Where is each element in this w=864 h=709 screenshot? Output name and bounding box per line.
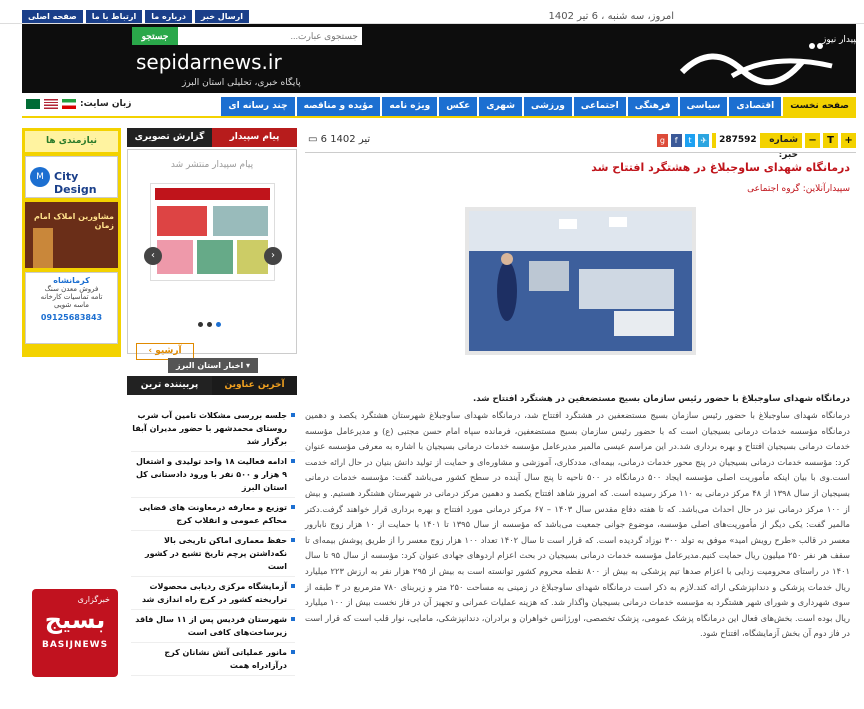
search-box	[132, 27, 362, 45]
font-increase-button[interactable]: +	[841, 133, 856, 148]
toplink-send-news[interactable]: ارسال خبر	[195, 10, 249, 23]
publish-date	[308, 134, 370, 145]
article-title: درمانگاه شهدای ساوجبلاغ در هشتگرد افتتاح شد	[591, 161, 850, 174]
toplink-home[interactable]: صفحه اصلی	[22, 10, 83, 23]
magazine-tabs	[127, 128, 297, 147]
top-links	[22, 10, 249, 23]
list-item[interactable]: شهرستان فردیس پس از ۱۱ سال فاقد زیرساخت‌های کافی است	[131, 610, 295, 643]
article-photo	[465, 207, 696, 355]
basij-top-text: خبرگزاری	[77, 595, 110, 604]
basij-news-logo[interactable]	[32, 589, 118, 677]
site-header	[22, 24, 864, 93]
flag-usa-icon[interactable]	[44, 99, 58, 109]
toplink-about[interactable]: درباره ما	[145, 10, 192, 23]
chevron-left-icon: ‹	[148, 346, 153, 356]
site-logo[interactable]	[672, 32, 864, 84]
list-item[interactable]: ادامه فعالیت ۱۸ واحد تولیدی و اشتغال ۹ هزار و ۵۰۰ نفر با ورود دادستانی کل استان البرز	[131, 452, 295, 498]
news-tabs	[127, 376, 297, 395]
magazine-cover[interactable]	[150, 183, 275, 281]
calendar-icon: ▭	[308, 134, 318, 145]
nav-economy[interactable]: اقتصادی	[729, 97, 781, 116]
nav-photo[interactable]: عکس	[439, 97, 477, 116]
ad-mining-title: کرمانشاه	[53, 276, 90, 285]
basij-mid-text: بسیج	[44, 606, 106, 634]
bottom-edge	[0, 700, 864, 709]
nav-social[interactable]: اجتماعی	[574, 97, 626, 116]
province-news-tab[interactable]	[168, 358, 258, 373]
toplink-contact[interactable]: ارتباط با ما	[86, 10, 142, 23]
ad-city-design[interactable]	[25, 156, 118, 198]
ad-mining-phone: 09125683843	[40, 313, 103, 322]
ad-mining[interactable]	[25, 272, 118, 344]
main-nav	[22, 95, 856, 118]
flag-iran-icon[interactable]	[62, 99, 76, 109]
slider-dot[interactable]	[207, 322, 212, 327]
language-switch	[26, 99, 132, 109]
ad-mining-line: تامه تماسیات کارخانه	[40, 293, 103, 301]
magazine-title: پیام سپیدار منتشر شد	[170, 160, 254, 170]
today-date: امروز، سه شنبه ، 6 تیر 1402	[548, 11, 674, 22]
tab-most-viewed[interactable]: پربیننده ترین	[127, 376, 212, 395]
ad-mining-line: ماسه شویی	[54, 301, 89, 309]
search-input[interactable]	[178, 27, 362, 45]
article-header	[305, 152, 856, 194]
nav-politics[interactable]: سیاسی	[680, 97, 728, 116]
twitter-icon[interactable]: t	[685, 134, 696, 147]
classifieds-title	[25, 131, 118, 152]
news-id-badge	[712, 133, 802, 160]
article-body: درمانگاه شهدای ساوجبلاغ با حضور رئیس سازمان بسیج مستضعفین در هشتگرد افتتاح شد، درمانگاه شهدای ساوجبلاغ شهرستان هشتگرد یکصد و دهمین درمانگاه مؤسسه خدمات درمانی بسیجیان است که با حضور رئیس سازمان بسیج مستضعفین، فرمانده سپاه امام حسن مجتبی (ع) و مدیرعامل مؤسسه خدمات درمانی بسیجیان افتتاح و بهره برداری شد.در این مراسم عیسی مالمیر مدیرعامل مؤسسه خدمات درمانی بسیجیان با اشاره به معرفی مؤسسه عنوان کرد: مؤسسه خدمات درمانی بسیجیان در پنج محور خدمات درمانی، بیمه‌ای، مددکاری، آموزشی و مشاوره‌ای و حمایت از تولید دانش بنیان در حال ارائه خدمت است.وی با بیان اینکه مأموریت اصلی مؤسسه ایجاد ۵۰۰ درمانگاه در ۵۰۰ ناحیه تا پنج سال آینده در سطح کشور می‌باشد گفت: مؤسسه خدمات درمانی بسیجیان از سال ۱۳۹۸ از ۴۸ مرکز درمانی به ۱۱۰ مرکز رسیده است. که امروز شاهد افتتاح یکصد و دهمین مرکز درمانی در شهرستان هشتگرد هستیم. و بیش از ۱۰۰ مرکز درمانی نیز در حال احداث می‌باشد. که تا هفته دفاع مقدس سال ۱۴۰۳ – ۶۷ مرکز درمانی مورد افتتاح و بهره برداری قرار خواهند گرفت.دکتر مالمیر گفت: یکی دیگر از مأموریت‌های اصلی مؤسسه، موضوع جوانی جمعیت می‌باشد که مؤسسه از سال ۱۳۹۵ تا ۱۴۰۱ با حمایت از ۱۰ هزار زوج نابارور معسر در قالب «طرح رویش امید» موفق به تولد ۳۰۰ نوزاد گردیده است. که قرار است تا سال ۱۴۰۲ تعداد ۱۰۰ هزار زوج معسر را از طریق پوشش بیمه‌ای تا سقف هر نفر ۲۵۰ میلیون ریال حمایت کنیم.مدیرعامل مؤسسه خدمات درمانی بسیجیان در بحث اعزام اردوهای جهادی عنوان کرد: مؤسسه از سال ۹۵ تا سال ۱۴۰۱ در راستای محرومیت زدایی با اعزام صدها تیم پزشکی به بیش از ۸۰۰ نقطه محروم کشور توانسته است به بیش از ۲۹۵ هزار نفر به ارزش ۲۲۳ میلیارد ریال خدمات پزشکی و دندانپزشکی ارائه کند.لازم به ذکر است درمانگاه شهدای ساوجبلاغ در زمینی به مساحت ۲۵۰ متر و زیربنای ۷۸۰ مترمربع در ۳ طبقه از سوی شهرداری و شورای شهر هشتگرد به مؤسسه خدمات درمانی بسیجیان واگذار شد. که هزینه عملیات عمرانی و تجهیز آن در فاز نخست بیش از ۱۰۰ میلیارد ریال بوده است. بخش‌های فعال این درمانگاه پزشک عمومی، پزشک تخصصی، اورژانس خواهران و برادران، دندانپزشکی، مامایی، نوار قلب است که قرار است در فاز دوم آن بخش آزمایشگاه، افتتاح شود.	[305, 410, 851, 639]
ad-real-estate-building	[33, 228, 53, 268]
classifieds-title-text: نیازمندی ها	[45, 136, 98, 146]
nav-sport[interactable]: ورزشی	[524, 97, 572, 116]
slider-dots	[198, 322, 221, 327]
next-arrow-icon[interactable]: ›	[264, 247, 282, 265]
logo-text: سپیدار نیوز	[822, 35, 864, 45]
nav-special[interactable]: ویژه نامه	[382, 97, 437, 116]
list-item[interactable]: حفظ معماری اماکن تاریخی بالا نکه‌داشتن پرچم تاریخ تشیع در کشور است	[131, 531, 295, 577]
article-toolbar	[657, 128, 856, 160]
google-plus-icon[interactable]: g	[657, 134, 668, 147]
archive-label: آرشیو	[155, 346, 182, 356]
flag-arabic-icon[interactable]	[26, 99, 40, 109]
classifieds-column	[22, 128, 121, 357]
nav-home[interactable]: صفحه نخست	[783, 97, 856, 116]
telegram-icon[interactable]: ✈	[698, 134, 709, 147]
list-item[interactable]: توزیع و معارفه درمعاونت های قضایی محاکم عمومی و انقلاب کرج	[131, 498, 295, 531]
ad-city-design-text: City Design	[54, 170, 97, 196]
publish-date-text: 6 تیر 1402	[320, 134, 371, 145]
article-source: سپیدارآنلاین: گروه اجتماعی	[747, 184, 850, 194]
font-text-button[interactable]: T	[823, 133, 838, 148]
basij-bottom-text: BASIJNEWS	[41, 640, 109, 650]
chevron-down-icon: ▾	[246, 361, 251, 370]
prev-arrow-icon[interactable]: ‹	[144, 247, 162, 265]
list-item[interactable]: جلسه بررسی مشکلات تامین آب شرب روستای محمدشهر با حضور مدیران آبفا برگزار شد	[131, 406, 295, 452]
tab-payam-sepidar[interactable]: پیام سپیدار	[212, 128, 297, 147]
site-url: sepidarnews.ir	[136, 50, 282, 74]
list-item[interactable]: آزمایشگاه مرکزی ردیابی محصولات تراریخته کشور در کرج راه اندازی شد	[131, 577, 295, 610]
middle-column	[127, 128, 297, 670]
news-id-value: 287592	[716, 133, 760, 148]
ad-mining-line: فروش معدن سنگ	[44, 285, 99, 293]
site-tagline: پایگاه خبری، تحلیلی استان البرز	[182, 78, 301, 88]
language-label: زبان سایت:	[80, 99, 132, 109]
news-id-label: شماره خبر:	[769, 134, 798, 160]
list-item[interactable]: مانور عملیاتی آتش نشانان کرج درآزادراه همت	[131, 643, 295, 676]
magazine-box	[127, 149, 297, 354]
article-lead: درمانگاه شهدای ساوجبلاغ با حضور رئیس سازمان بسیج مستضعفین در هشتگرد افتتاح شد.	[473, 394, 850, 404]
top-bar	[0, 0, 864, 24]
nav-city[interactable]: شهری	[479, 97, 522, 116]
news-list	[131, 406, 295, 676]
search-button[interactable]: جستجو	[132, 27, 178, 45]
nav-culture[interactable]: فرهنگی	[628, 97, 678, 116]
tab-latest[interactable]: آخرین عناوین	[212, 376, 297, 395]
tab-photo-report[interactable]: گزارش تصویری	[127, 128, 212, 147]
facebook-icon[interactable]: f	[671, 134, 682, 147]
nav-tenders[interactable]: مؤیده و مناقصه	[297, 97, 381, 116]
province-news-label: اخبار استان البرز	[175, 361, 244, 370]
ad-real-estate[interactable]	[25, 202, 118, 268]
ad-real-estate-text: مشاورین املاک امام زمان	[34, 212, 114, 230]
city-design-logo-icon: M	[30, 167, 50, 187]
slider-dot[interactable]	[198, 322, 203, 327]
nav-multimedia[interactable]: چند رسانه ای	[221, 97, 294, 116]
font-decrease-button[interactable]: −	[805, 133, 820, 148]
slider-dot-active[interactable]	[216, 322, 221, 327]
